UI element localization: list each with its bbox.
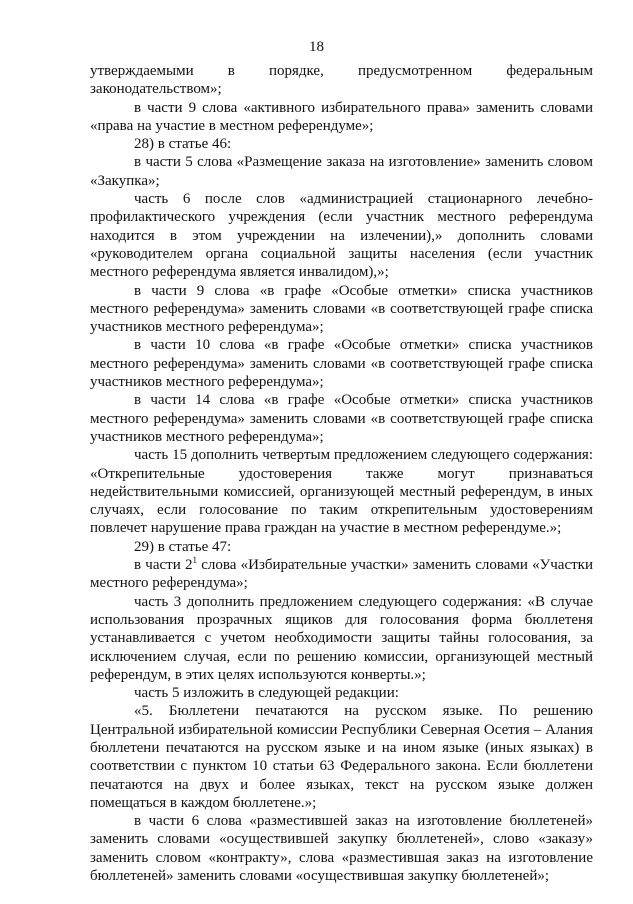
paragraph: утверждаемыми в порядке, предусмотренном федеральным законодательством»; xyxy=(90,63,593,98)
paragraph xyxy=(90,556,593,593)
paragraph-text: в части 2 xyxy=(134,557,193,574)
paragraph: в части 9 слова «активного избирательного права» заменить словами «права на участие в местном референдуме»; xyxy=(90,99,593,134)
paragraph-text: слова «Избирательные участки» заменить словами «Участки местного референдума»; xyxy=(90,557,593,592)
paragraph: часть 3 дополнить предложением следующего содержания: «В случае использования прозрачных ящиков для голосования форма бюллетеня устанавливается с учетом необходимости защиты тайны голосования, за исключением случая, если по решению комиссии, организующей местный референдум, в этих целях используются конверты.»; xyxy=(90,593,593,683)
paragraph: в части 14 слова «в графе «Особые отметки» списка участников местного референдума» заменить словами «в соответствующей графе списка участников местного референдума»; xyxy=(90,392,593,445)
paragraph: часть 15 дополнить четвертым предложением следующего содержания: «Открепительные удостоверения также могут признаваться недействительными комиссией, организующей местный референдум, в иных случаях, если голосование по таким открепительным удостоверениям повлечет нарушение права граждан на участие в местном референдуме.»; xyxy=(90,447,593,537)
page-number: 18 xyxy=(309,39,324,55)
document-body xyxy=(90,62,593,885)
paragraph: 28) в статье 46: xyxy=(134,136,232,153)
paragraph: в части 6 слова «разместившей заказ на изготовление бюллетеней» заменить словами «осуществившей закупку бюллетеней», слово «заказу» заменить словом «контракту», слова «разместившая заказ на изготовление бюллетеней» заменить словами «осуществившая закупку бюллетеней»; xyxy=(90,813,593,885)
paragraph: в части 5 слова «Размещение заказа на изготовление» заменить словом «Закупка»; xyxy=(90,154,593,189)
paragraph: 29) в статье 47: xyxy=(134,538,232,555)
paragraph: в части 10 слова «в графе «Особые отметки» списка участников местного референдума» заменить словами «в соответствующей графе списка участников местного референдума»; xyxy=(90,337,593,391)
paragraph: «5. Бюллетени печатаются на русском языке. По решению Центральной избирательной комиссии Республики Северная Осетия – Алания бюллетени печатаются на русском языке и на ином языке (иных языках) в соответствии с пунктом 10 статьи 63 Федерального закона. Если бюллетени печатаются на двух и более языках, текст на русском языке должен помещаться в каждом бюллетене.»; xyxy=(90,703,593,811)
paragraph: часть 6 после слов «администрацией стационарного лечебно-профилактического учреждения (если участник местного референдума находится в этом учреждении на излечении),» дополнить словами «руководителем органа социальной защиты населения (если участник местного референдума является инвалидом),»; xyxy=(90,191,593,281)
paragraph: в части 9 слова «в графе «Особые отметки» списка участников местного референдума» заменить словами «в соответствующей графе списка участников местного референдума»; xyxy=(90,282,593,336)
paragraph: часть 5 изложить в следующей редакции: xyxy=(134,685,399,702)
superscript: 1 xyxy=(192,555,197,566)
